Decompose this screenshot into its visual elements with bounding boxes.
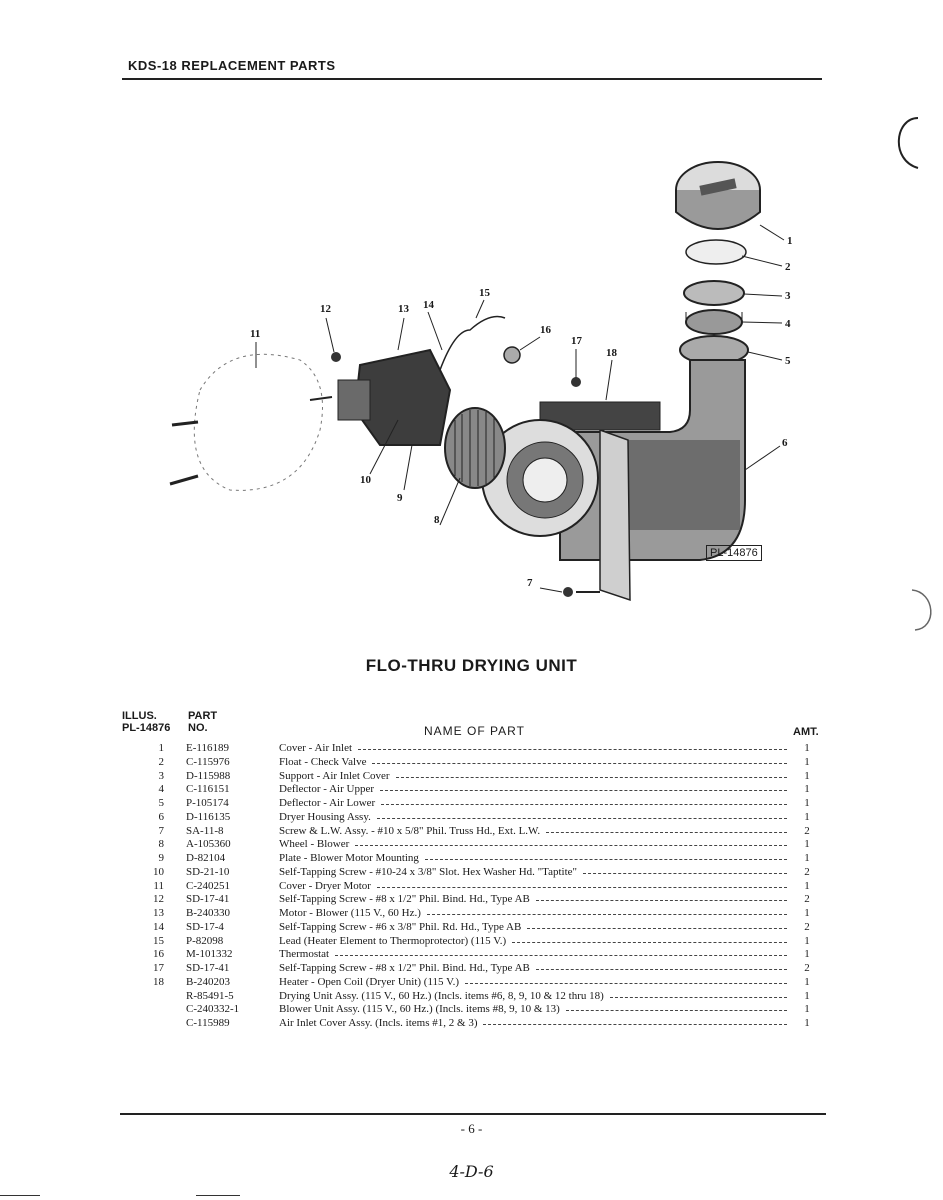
- part-column-header: [188, 710, 217, 734]
- part-number: D-115988: [186, 769, 231, 782]
- part-number: C-115989: [186, 1017, 230, 1029]
- leader-dashes: [512, 942, 787, 943]
- leader-dashes: [583, 873, 787, 874]
- illus-number: 1: [158, 742, 164, 754]
- amount: 1: [804, 1003, 810, 1016]
- amount: 2: [804, 962, 810, 974]
- name-column-header: NAME OF PART: [424, 724, 525, 738]
- part-name-cell: [279, 837, 787, 852]
- part-number: D-116135: [186, 810, 231, 823]
- part-name-cell: [279, 865, 787, 880]
- amount: 1: [804, 783, 810, 796]
- amount: 1: [804, 810, 810, 823]
- illus-column-header: [122, 710, 170, 734]
- callout-16: 16: [540, 324, 551, 336]
- amount: 2: [804, 920, 810, 933]
- callout-15: 15: [479, 287, 490, 299]
- illus-number: 10: [153, 865, 164, 878]
- part-number: C-240332-1: [186, 1003, 240, 1016]
- illus-number: 3: [158, 769, 164, 782]
- leader-dashes: [427, 914, 787, 915]
- part-name: Support - Air Inlet Cover: [279, 769, 390, 782]
- part-name-cell: [279, 755, 787, 770]
- callout-18: 18: [606, 347, 617, 359]
- part-name-cell: [279, 1002, 787, 1017]
- part-name-cell: [279, 796, 787, 811]
- callout-10: 10: [360, 474, 371, 486]
- amt-column-header: AMT.: [793, 726, 819, 738]
- part-name: Deflector - Air Upper: [279, 783, 374, 796]
- part-number: B-240203: [186, 975, 230, 988]
- amount: 1: [804, 755, 810, 768]
- callout-9: 9: [397, 492, 403, 504]
- part-header-sub: NO.: [188, 722, 208, 734]
- part-number: P-105174: [186, 797, 229, 809]
- amount: 1: [804, 879, 810, 892]
- callout-7: 7: [527, 577, 533, 589]
- part-name-cell: [279, 824, 787, 839]
- illus-number: 7: [158, 824, 164, 837]
- part-number: C-116151: [186, 783, 230, 796]
- part-name: Screw & L.W. Assy. - #10 x 5/8" Phil. Truss Hd., Ext. L.W.: [279, 824, 541, 837]
- part-name-cell: [279, 989, 787, 1004]
- leader-dashes: [483, 1024, 787, 1025]
- part-name: Self-Tapping Screw - #6 x 3/8" Phil. Rd. Hd., Type AB: [279, 920, 522, 933]
- callout-12: 12: [320, 303, 331, 315]
- bottom-edge-mark-left: [0, 1195, 40, 1196]
- leader-dashes: [536, 900, 787, 901]
- figure-caption: FLO-THRU DRYING UNIT: [365, 656, 578, 675]
- illus-number: 2: [158, 755, 164, 768]
- air-inlet-support: [684, 281, 744, 305]
- illus-number: 11: [153, 879, 164, 892]
- part-name-cell: [279, 851, 787, 866]
- leader-dashes: [355, 845, 787, 846]
- callout-5: 5: [785, 355, 791, 367]
- page-header-title: KDS-18 REPLACEMENT PARTS: [128, 58, 336, 73]
- amount: 1: [804, 742, 810, 754]
- leader-dashes: [377, 887, 787, 888]
- handwritten-code: 4-D-6: [449, 1162, 494, 1181]
- amount: 1: [804, 838, 810, 851]
- amount: 1: [804, 934, 810, 947]
- callout-13: 13: [398, 303, 409, 315]
- part-number: SA-11-8: [186, 824, 224, 837]
- screw-7: [563, 587, 573, 597]
- part-name-cell: [279, 934, 787, 949]
- part-number: SD-17-41: [186, 962, 230, 974]
- amount: 2: [804, 893, 810, 906]
- illus-number: 8: [158, 838, 164, 851]
- leader-dashes: [425, 859, 787, 860]
- part-number: M-101332: [186, 948, 233, 961]
- amount: 1: [804, 797, 810, 809]
- part-number: R-85491-5: [186, 989, 234, 1002]
- leader-dashes: [465, 983, 787, 984]
- amount: 2: [804, 824, 810, 837]
- part-header-label: PART: [188, 710, 218, 722]
- part-name-cell: [279, 906, 787, 921]
- amount: 1: [804, 769, 810, 782]
- thermostat: [504, 347, 520, 363]
- amount: 1: [804, 975, 810, 988]
- leader-dashes: [381, 804, 787, 805]
- part-name-cell: [279, 920, 787, 935]
- illus-number: 17: [153, 962, 164, 974]
- page-number: - 6 -: [460, 1121, 483, 1136]
- dryer-motor-cover: [194, 354, 322, 490]
- illus-number: 4: [158, 783, 164, 796]
- part-name: Self-Tapping Screw - #8 x 1/2" Phil. Bind. Hd., Type AB: [279, 893, 530, 906]
- heater-lead-wire: [440, 317, 505, 371]
- leader-dashes: [380, 790, 787, 791]
- leader-dashes: [358, 749, 787, 750]
- leader-dashes: [546, 832, 787, 833]
- illus-number: 14: [153, 920, 164, 933]
- callout-8: 8: [434, 514, 440, 526]
- leader-dashes: [396, 777, 787, 778]
- part-name: Cover - Air Inlet: [279, 742, 353, 754]
- part-name: Self-Tapping Screw - #8 x 1/2" Phil. Bind. Hd., Type AB: [279, 962, 530, 974]
- part-name: Air Inlet Cover Assy. (Incls. items #1, 2 & 3): [279, 1017, 478, 1029]
- callout-4: 4: [785, 318, 791, 330]
- part-number: E-116189: [186, 742, 229, 754]
- part-number: C-240251: [186, 879, 230, 892]
- part-name-cell: [279, 769, 787, 784]
- part-number: C-115976: [186, 755, 230, 768]
- amount: 1: [804, 989, 810, 1002]
- plate-label: PL-14876: [706, 545, 762, 561]
- screw-17: [571, 377, 581, 387]
- part-name-cell: [279, 810, 787, 825]
- illus-number: 13: [153, 907, 164, 919]
- callout-6: 6: [782, 437, 788, 449]
- callout-1: 1: [787, 235, 793, 247]
- part-number: B-240330: [186, 907, 230, 919]
- part-name: Cover - Dryer Motor: [279, 879, 371, 892]
- binder-hole-middle: [912, 590, 931, 630]
- illus-number: 12: [153, 893, 164, 906]
- part-name: Deflector - Air Lower: [279, 797, 376, 809]
- illus-header-label: ILLUS.: [122, 710, 157, 722]
- leader-dashes: [372, 763, 787, 764]
- part-name: Self-Tapping Screw - #10-24 x 3/8" Slot. Hex Washer Hd. "Taptite": [279, 865, 578, 878]
- screw-12: [331, 352, 341, 362]
- air-deflector-upper: [686, 310, 742, 334]
- amount: 1: [804, 948, 810, 961]
- illus-number: 5: [158, 797, 164, 809]
- part-name-cell: [279, 961, 787, 976]
- part-name-cell: [279, 947, 787, 962]
- part-number: A-105360: [186, 838, 231, 851]
- binder-hole-top: [899, 118, 918, 168]
- part-name: Lead (Heater Element to Thermoprotector) (115 V.): [279, 934, 507, 947]
- callout-17: 17: [571, 335, 582, 347]
- part-number: P-82098: [186, 934, 224, 947]
- part-number: SD-21-10: [186, 865, 230, 878]
- illus-header-sub: PL-14876: [122, 722, 171, 734]
- part-name-cell: [279, 741, 787, 756]
- part-name: Wheel - Blower: [279, 838, 350, 851]
- leader-dashes: [566, 1010, 787, 1011]
- callout-14: 14: [423, 299, 434, 311]
- part-name-cell: [279, 879, 787, 894]
- amount: 1: [804, 852, 810, 864]
- illus-number: 15: [153, 934, 164, 947]
- amount: 2: [804, 865, 810, 878]
- part-name: Heater - Open Coil (Dryer Unit) (115 V.): [279, 975, 460, 988]
- illus-number: 16: [153, 948, 164, 961]
- amount: 1: [804, 1017, 810, 1029]
- parts-table: [0, 741, 943, 1061]
- part-number: D-82104: [186, 852, 226, 864]
- illus-number: 18: [153, 975, 164, 988]
- callout-11: 11: [250, 328, 261, 340]
- part-name: Blower Unit Assy. (115 V., 60 Hz.) (Incls. items #8, 9, 10 & 13): [279, 1003, 560, 1016]
- part-name: Thermostat: [279, 948, 330, 961]
- amount: 1: [804, 907, 810, 919]
- check-valve-float: [686, 240, 746, 264]
- part-number: SD-17-4: [186, 920, 224, 933]
- part-name-cell: [279, 782, 787, 797]
- part-name: Dryer Housing Assy.: [279, 810, 371, 823]
- part-name-cell: [279, 975, 787, 990]
- footer-rule: [120, 1113, 826, 1115]
- bottom-edge-mark-center: [196, 1195, 240, 1196]
- part-name: Motor - Blower (115 V., 60 Hz.): [279, 907, 421, 919]
- part-number: SD-17-41: [186, 893, 230, 906]
- leader-dashes: [527, 928, 787, 929]
- part-name: Drying Unit Assy. (115 V., 60 Hz.) (Incls. items #6, 8, 9, 10 & 12 thru 18): [279, 989, 604, 1002]
- illus-number: 9: [158, 852, 164, 864]
- part-name: Float - Check Valve: [279, 755, 367, 768]
- leader-dashes: [536, 969, 787, 970]
- callout-2: 2: [785, 261, 791, 273]
- part-name-cell: [279, 892, 787, 907]
- leader-dashes: [335, 955, 787, 956]
- leader-dashes: [610, 997, 787, 998]
- blower-wheel: [445, 408, 505, 488]
- leader-dashes: [377, 818, 787, 819]
- callout-3: 3: [785, 290, 791, 302]
- illus-number: 6: [158, 810, 164, 823]
- part-name: Plate - Blower Motor Mounting: [279, 852, 419, 864]
- part-name-cell: [279, 1016, 787, 1031]
